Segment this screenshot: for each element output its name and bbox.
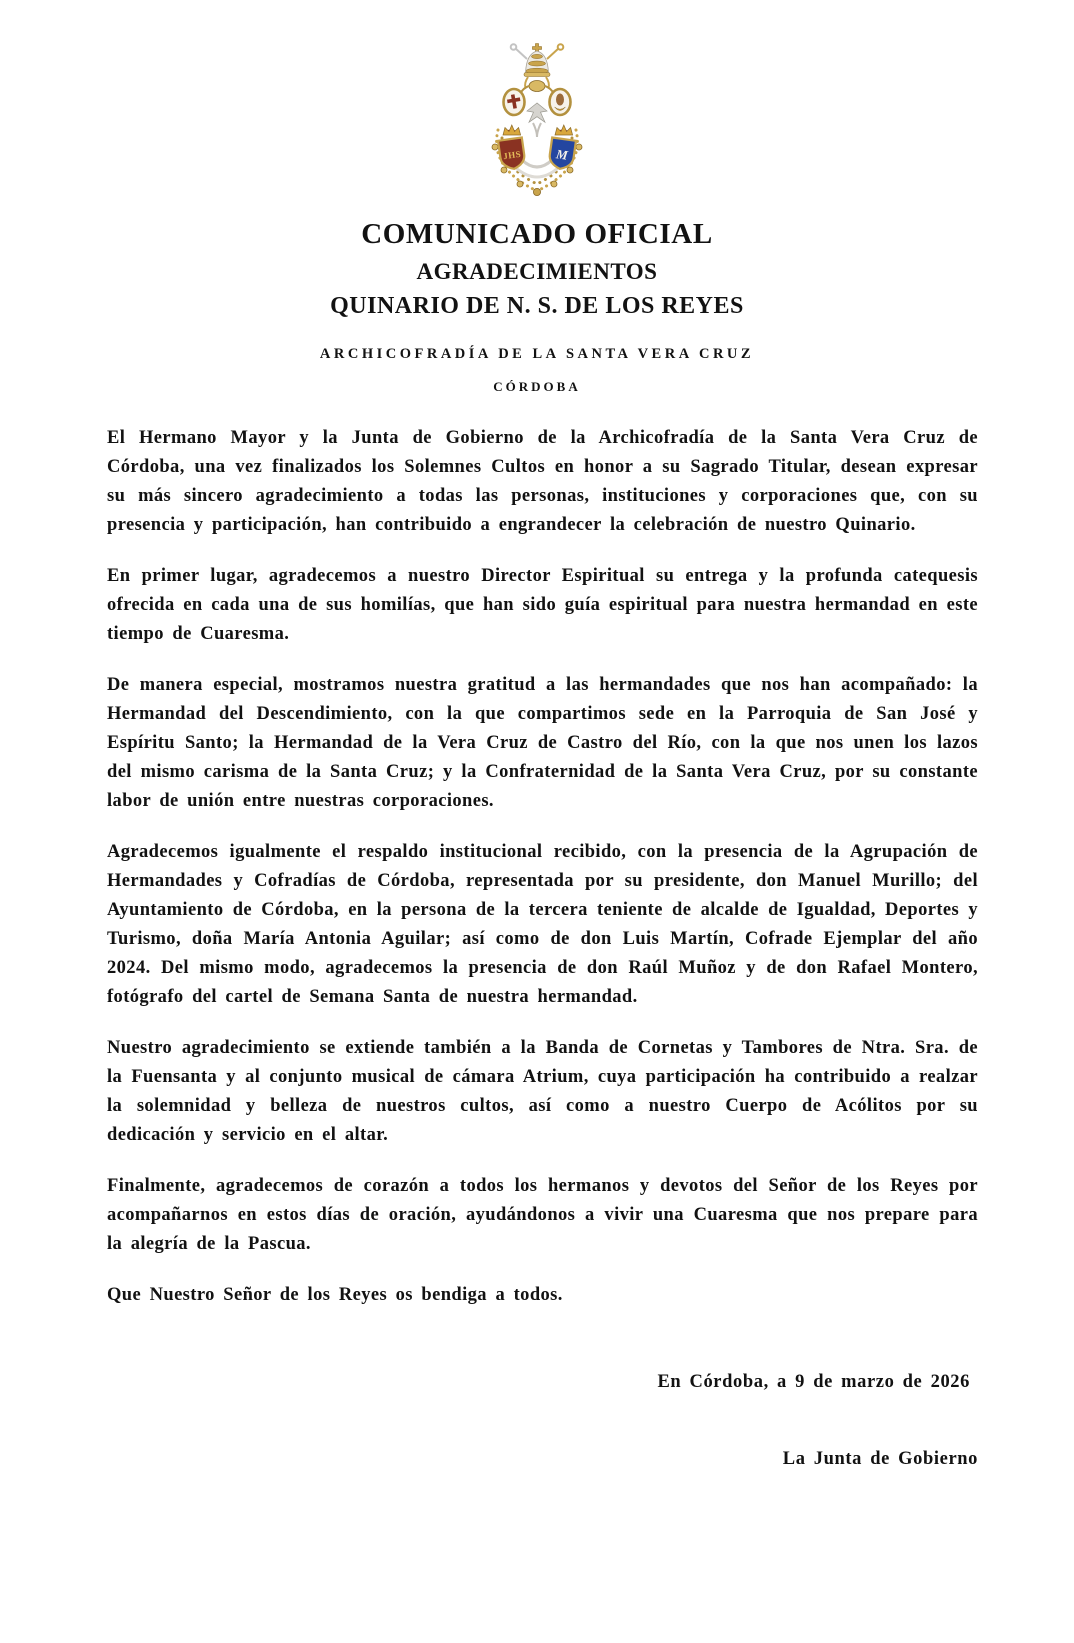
crown-left-icon bbox=[503, 125, 521, 135]
document-body bbox=[0, 394, 1074, 1474]
paragraph-4: Agradecemos igualmente el respaldo institucional recibido, con la presencia de la Agrupación de Hermandades y Cofradías de Córdoba, representada por su presidente, don Manuel Murillo; del Ayuntamiento de Córdoba, en la persona de la tercera teniente de alcalde de Igualdad, Deportes y Turismo, doña María Antonia Aguilar; así como de don Luis Martín, Cofrade Ejemplar del año 2024. Del mismo modo, agradecemos la presencia de don Raúl Muñoz y de don Rafael Montero, fotógrafo del cartel de Semana Santa de nuestra hermandad. bbox=[107, 842, 978, 1007]
medallion-right-icon bbox=[550, 89, 571, 115]
subtitle-agradecimientos: AGRADECIMIENTOS bbox=[416, 259, 658, 284]
dove-icon bbox=[527, 103, 547, 137]
paragraph-3: De manera especial, mostramos nuestra gratitud a las hermandades que nos han acompañado: la Hermandad del Descendimiento, con la que compartimos sede en la Parroquia de San José y Espíritu Santo; la Hermandad de la Vera Cruz de Castro del Río, con la que nos unen los lazos del mismo carisma de la Santa Cruz; y la Confraternidad de la Santa Vera Cruz, por su constante labor de unión entre nuestras corporaciones. bbox=[107, 675, 978, 811]
subtitle-quinario: QUINARIO DE N. S. DE LOS REYES bbox=[330, 293, 744, 319]
organization-name: ARCHICOFRADÍA DE LA SANTA VERA CRUZ bbox=[319, 346, 755, 362]
archconfraternity-crest-icon bbox=[482, 42, 592, 198]
jhs-monogram: JHS bbox=[502, 148, 522, 162]
crown-right-icon bbox=[555, 125, 573, 135]
emblem-container bbox=[0, 0, 1074, 203]
paragraph-2: En primer lugar, agradecemos a nuestro Director Espiritual su entrega y la profunda catequesis ofrecida en cada una de sus homilías, que han sido guía espiritual para nuestra hermandad en este tiempo de Cuaresma. bbox=[107, 566, 978, 644]
paragraph-7: Que Nuestro Señor de los Reyes os bendiga a todos. bbox=[107, 1285, 563, 1305]
paragraph-6: Finalmente, agradecemos de corazón a todos los hermanos y devotos del Señor de los Reyes por acompañarnos en estos días de oración, ayudándonos a vivir una Cuaresma que nos prepare para la alegría de la Pascua. bbox=[107, 1176, 978, 1254]
marian-monogram: M bbox=[555, 146, 569, 163]
signature: La Junta de Gobierno bbox=[782, 1449, 978, 1469]
page-title: COMUNICADO OFICIAL bbox=[361, 218, 713, 250]
jhs-shield-icon bbox=[498, 137, 526, 170]
city-name: CÓRDOBA bbox=[493, 379, 581, 394]
document-header bbox=[0, 217, 1074, 394]
paragraph-5: Nuestro agradecimiento se extiende también a la Banda de Cornetas y Tambores de Ntra. Sra. de la Fuensanta y al conjunto musical de cámara Atrium, cuya participación ha contribuido a realzar la solemnidad y belleza de nuestros cultos, así como a nuestro Cuerpo de Acólitos por su dedicación y servicio en el altar. bbox=[107, 1038, 978, 1145]
paragraph-1: El Hermano Mayor y la Junta de Gobierno de la Archicofradía de la Santa Vera Cruz de Córdoba, una vez finalizados los Solemnes Cultos en honor a su Sagrado Titular, desean expresar su más sincero agradecimiento a todas las personas, instituciones y corporaciones que, con su presencia y participación, han contribuido a engrandecer la celebración de nuestro Quinario. bbox=[107, 428, 978, 535]
medallion-left-icon bbox=[504, 89, 525, 115]
dateline: En Córdoba, a 9 de marzo de 2026 bbox=[657, 1372, 970, 1392]
marian-shield-icon bbox=[548, 137, 576, 170]
